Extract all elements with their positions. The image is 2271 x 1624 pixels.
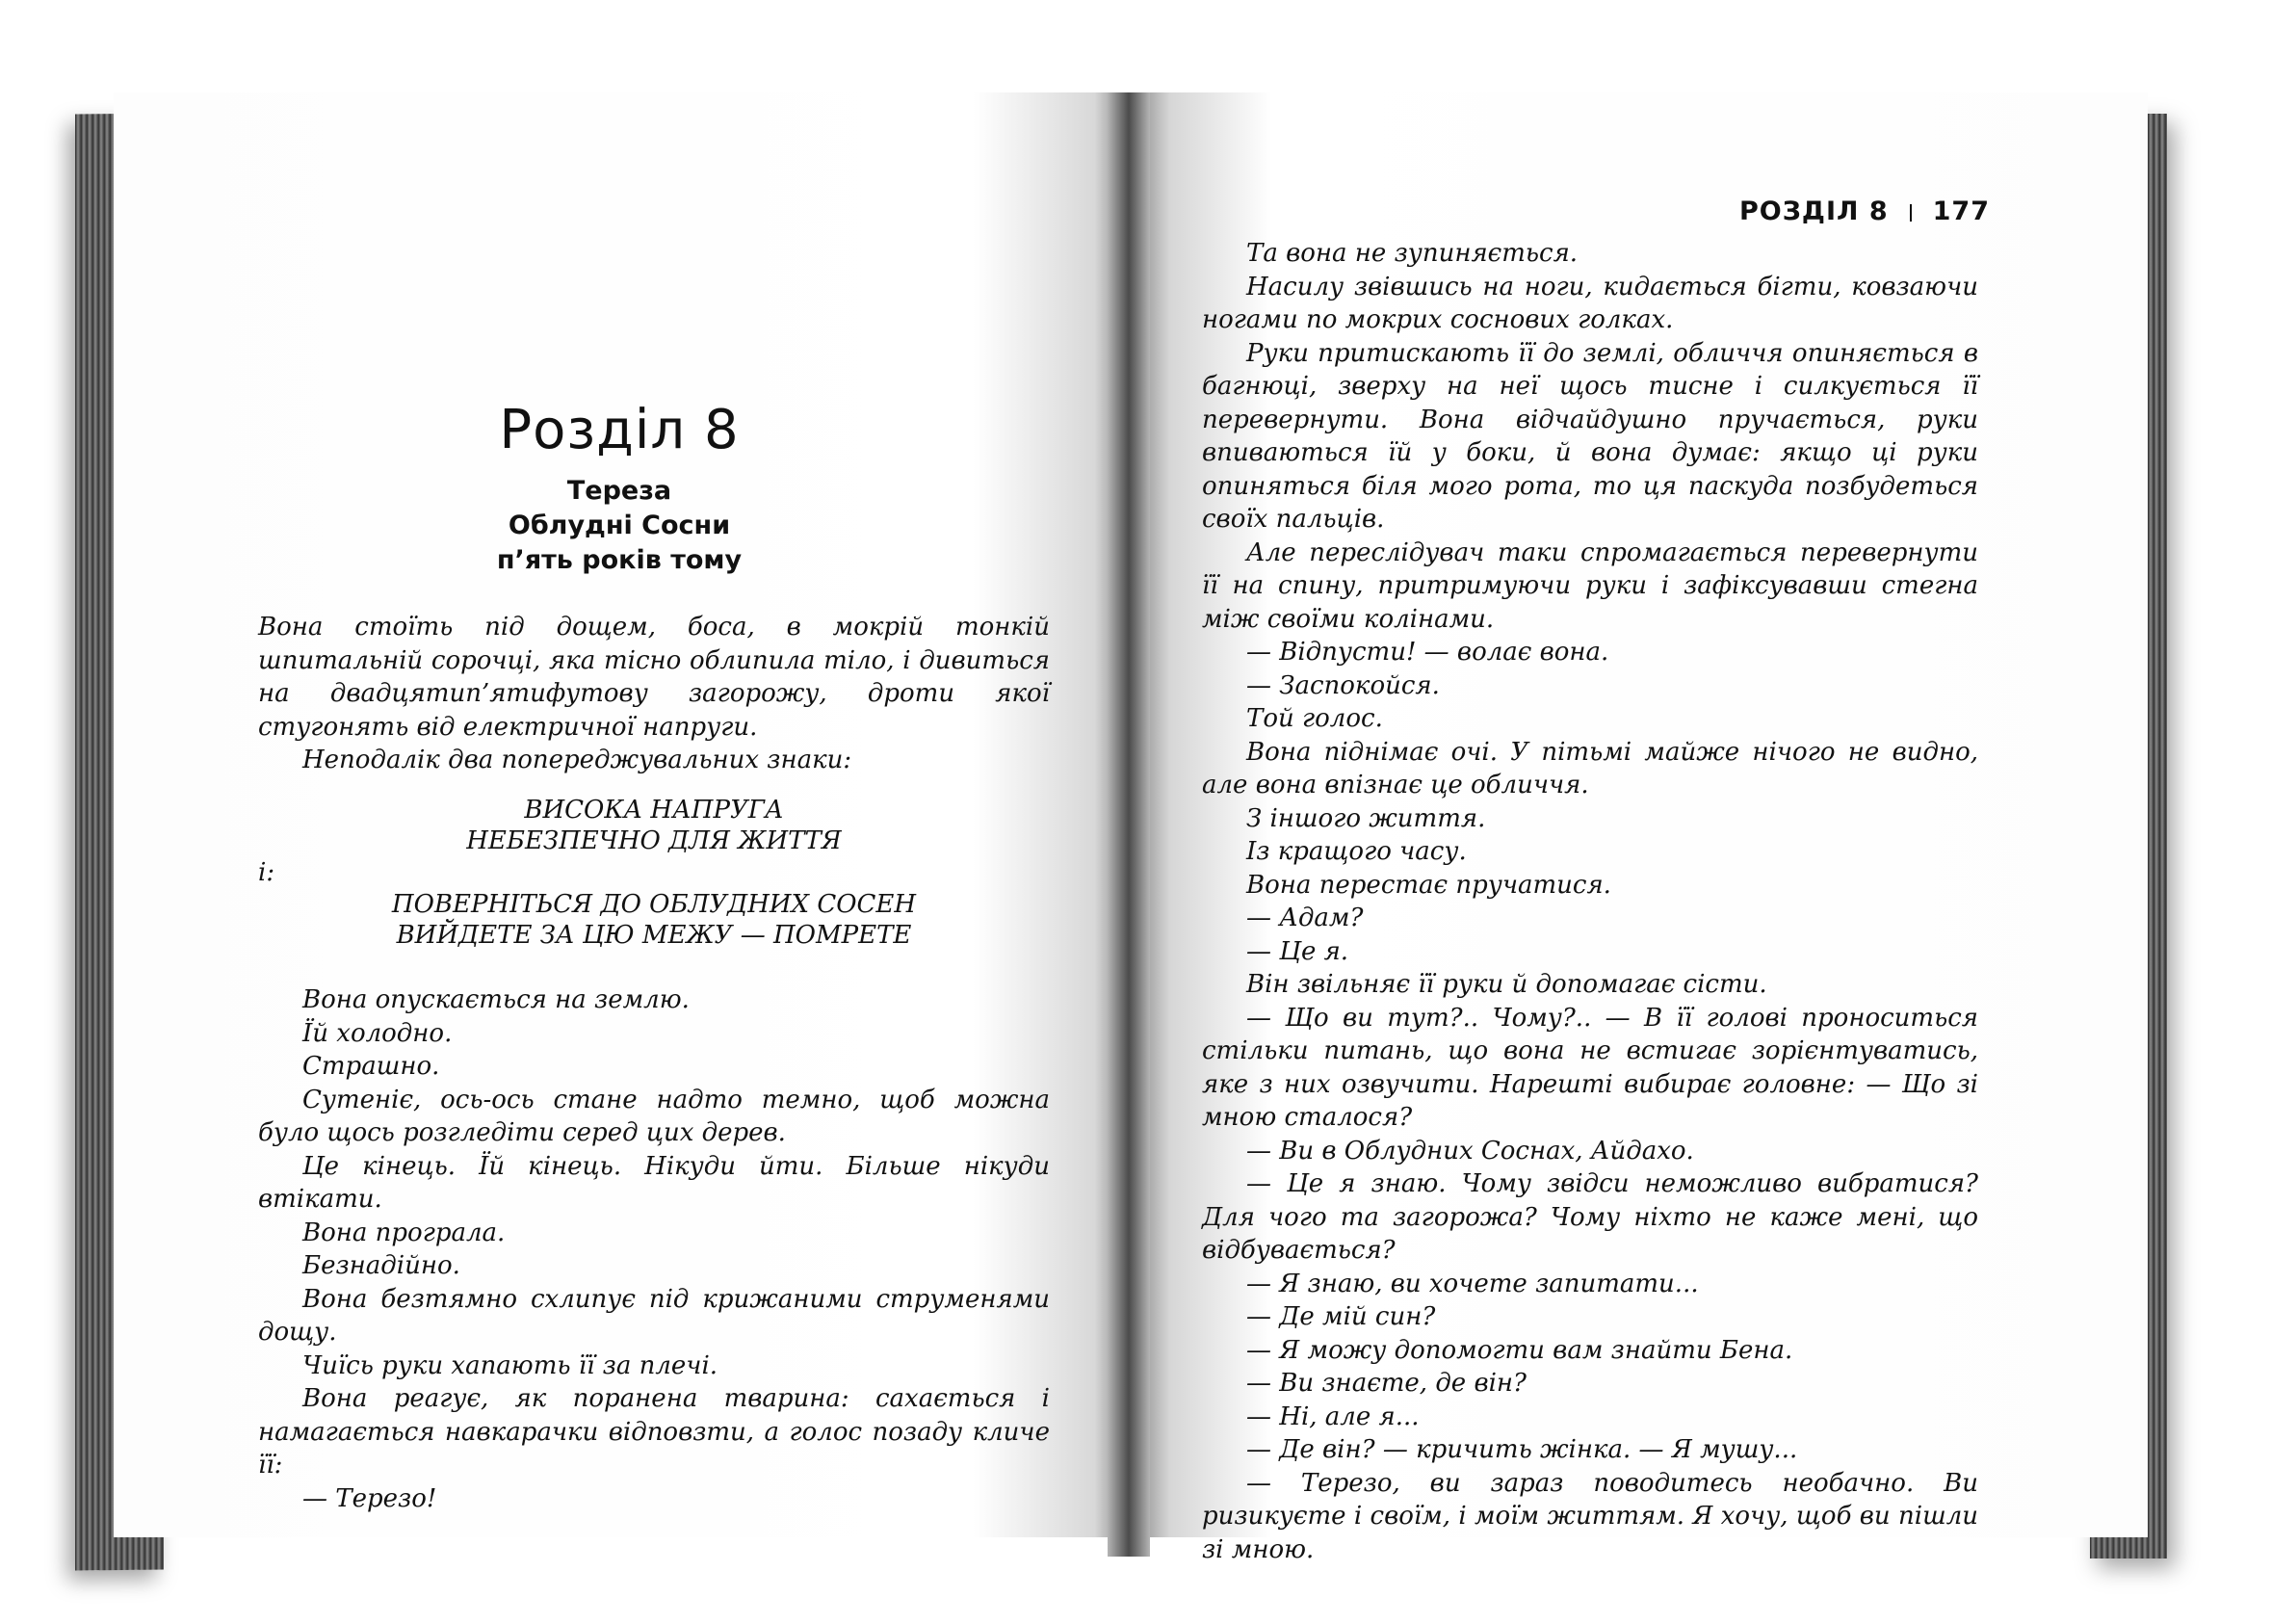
paragraph: Безнадійно. (302, 1251, 460, 1280)
paragraph: Вона безтямно схлипує під крижаними струменями дощу. (258, 1284, 1050, 1347)
paragraph: — Де мій син? (1246, 1302, 1436, 1331)
chapter-subtitle (114, 474, 1125, 578)
paragraph: Вона реагує, як поранена тварина: сахається і намагається навкарачки відповзти, а голос позаду кличе її: (258, 1384, 1050, 1480)
paragraph: — Заспокойся. (1246, 670, 1440, 700)
paragraph: — Ви в Облудних Соснах, Айдахо. (1246, 1136, 1694, 1166)
paragraph: Це кінець. Їй кінець. Нікуди йти. Більше нікуди втікати. (258, 1151, 1050, 1214)
header-chapter-label: РОЗДІЛ 8 (1738, 196, 1889, 226)
paragraph: Сутеніє, ось-ось стане надто темно, щоб можна було щось розгледіти серед цих дерев. (258, 1085, 1050, 1147)
paragraph: — Адам? (1246, 904, 1364, 932)
paragraph: — Ви знаєте, де він? (1246, 1369, 1527, 1398)
chapter-title: Розділ 8 (499, 399, 740, 461)
warning-sign-line: ВИЙДЕТЕ ЗА ЦЮ МЕЖУ — ПОМРЕТЕ (396, 921, 912, 950)
left-page (114, 92, 1125, 1537)
paragraph: Вона перестає пручатися. (1246, 870, 1611, 900)
paragraph: Той голос. (1246, 704, 1383, 733)
header-separator (1910, 204, 1912, 222)
paragraph: Вона стоїть під дощем, боса, в мокрій тонкій шпитальній сорочці, яка тісно облипила тіло, і дивиться на двадцятип’ятифутову загорожу, дроти якої стугонять від електричної напруги. (258, 613, 1050, 742)
paragraph: — Де він? — кричить жінка. — Я мушу... (1246, 1435, 1798, 1464)
paragraph: — Відпусти! — волає вона. (1246, 638, 1609, 667)
paragraph: Руки притискають її до землі, обличчя опиняється в багнюці, зверху на неї щось тисне і силкується її перевернути. Вона відчайдушно пручається, руки впиваються їй у боки, й вона думає: якщо ці руки опиняться біля мого рота, то ця паскуда позбудеться своїх пальців. (1202, 338, 1978, 534)
paragraph: Чиїсь руки хапають її за плечі. (302, 1350, 718, 1380)
paragraph: Та вона не зупиняється. (1246, 239, 1579, 268)
book-spine-gutter (1108, 92, 1150, 1557)
paragraph: Він звільняє її руки й допомагає сісти. (1246, 970, 1767, 999)
paragraph: — Я знаю, ви хочете запитати... (1246, 1269, 1699, 1298)
paragraph: — Що ви тут?.. Чому?.. — В її голові проноситься стільки питань, що вона не встигає зорієнтуватись, яке з них озвучити. Нарешті вибирає головне: — Що зі мною сталося? (1202, 1003, 1978, 1132)
paragraph: З іншого життя. (1246, 803, 1486, 833)
conjunction: і: (258, 857, 275, 887)
paragraph: — Я можу допомогти вам знайти Бена. (1246, 1335, 1793, 1365)
paragraph: — Це я знаю. Чому звідси неможливо вибратися? Для чого та загорожа? Чому ніхто не каже мені, що відбувається? (1202, 1169, 1978, 1265)
paragraph: Із кращого часу. (1246, 837, 1467, 866)
paragraph: — Терезо! (302, 1483, 437, 1513)
subtitle-line: Тереза (566, 476, 672, 506)
right-page (1129, 92, 2148, 1564)
left-page-body (258, 611, 1050, 1515)
paragraph: — Це я. (1246, 936, 1349, 966)
paragraph: Неподалік два попереджувальних знаки: (302, 746, 852, 774)
page-number: 177 (1932, 196, 1990, 226)
running-header (1739, 196, 1990, 226)
paragraph: Страшно. (302, 1052, 440, 1081)
subtitle-line: Облудні Сосни (508, 511, 731, 540)
right-page-body (1202, 237, 1978, 1566)
paragraph: Насилу звівшись на ноги, кидається бігти, ковзаючи ногами по мокрих соснових голках. (1202, 272, 1978, 334)
warning-sign-line: ВИСОКА НАПРУГА (524, 795, 784, 825)
paragraph: — Терезо, ви зараз поводитесь необачно. Ви ризикуєте і своїм, і моїм життям. Я хочу, щоб ви пішли зі мною. (1202, 1468, 1978, 1564)
paragraph: Вона опускається на землю. (302, 985, 690, 1014)
warning-sign-line: НЕБЕЗПЕЧНО ДЛЯ ЖИТТЯ (466, 825, 842, 855)
paragraph: Їй холодно. (302, 1018, 453, 1048)
warning-sign-line: ПОВЕРНІТЬСЯ ДО ОБЛУДНИХ СОСЕН (391, 890, 917, 919)
paragraph: Але переслідувач таки спромагається перевернути її на спину, притримуючи руки і зафіксувавши стегна між своїми колінами. (1202, 537, 1978, 634)
paragraph: Вона піднімає очі. У пітьмі майже нічого не видно, але вона впізнає це обличчя. (1202, 737, 1978, 799)
paragraph: — Ні, але я... (1246, 1401, 1420, 1431)
subtitle-line: п’ять років тому (496, 545, 743, 575)
paragraph: Вона програла. (302, 1218, 506, 1247)
